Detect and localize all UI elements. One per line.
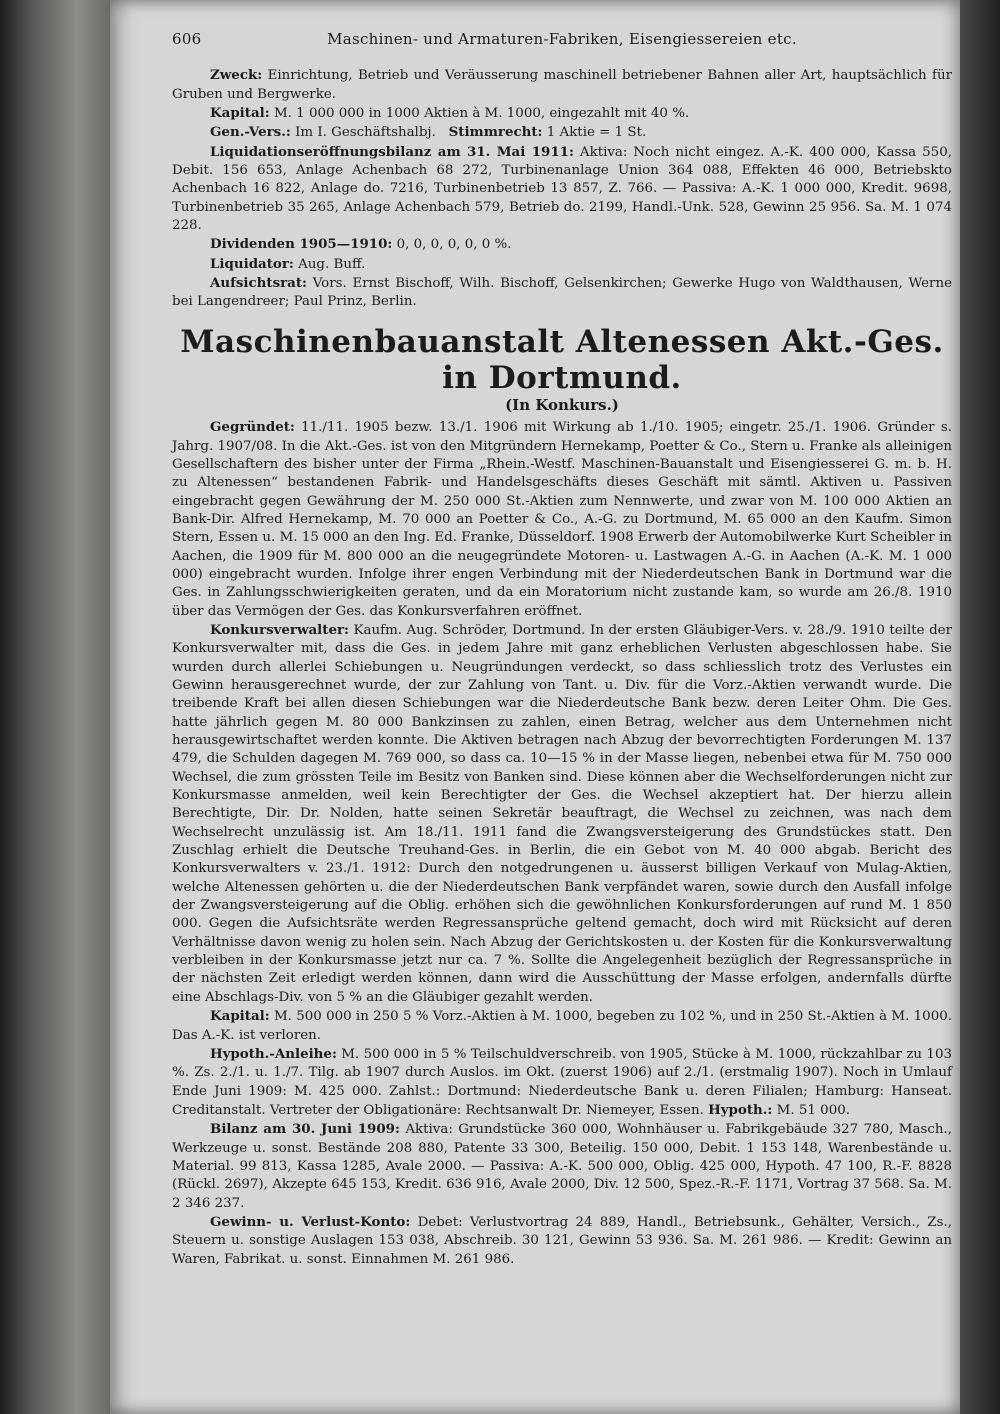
liquidation-label: Liquidationseröffnungsbilanz am 31. Mai 1911: bbox=[210, 143, 574, 160]
aufsichtsrat-text: Vors. Ernst Bischoff, Wilh. Bischoff, Gelsenkirchen; Gewerke Hugo von Waldthausen, Werne bei Langendreer; Paul Prinz, Berlin. bbox=[172, 276, 952, 310]
bilanz-paragraph bbox=[172, 1120, 952, 1213]
kapital2-paragraph bbox=[172, 1007, 952, 1045]
company-subtitle: (In Konkurs.) bbox=[505, 395, 619, 414]
konkurs-text: Kaufm. Aug. Schröder, Dortmund. In der ersten Gläubiger-Vers. v. 28./9. 1910 teilte der Konkursverwalter mit, dass die Ges. in jedem Jahre mit ganz erheblichen Verlusten abgeschlossen habe. Sie wurden durch allerlei Schiebungen u. Neugründungen verdeckt, so dass schliesslich trotz des Verlustes ein Gewinn herausgerechnet wurde, der zur Zahlung von Tant. u. Div. für die Vorz.-Aktien verwandt wurde. Die treibende Kraft bei allen diesen Schiebungen war die Niederdeutsche Bank bezw. deren Leiter Ohm. Die Ges. hatte jährlich gegen M. 80 000 Bankzinsen zu zahlen, einen Betrag, welcher aus dem Unternehmen nicht herausgewirtschaftet werden konnte. Die Aktiven betragen nach Abzug der bevorrechtigten Forderungen M. 137 479, die Schulden dagegen M. 769 000, so dass ca. 10—15 % in der Masse liegen, nebenbei etwa für M. 750 000 Wechsel, die zum grössten Teile im Besitz von Banken sind. Diese können aber die Wechselforderungen nicht zur Konkursmasse anmelden, weil kein Berechtigter der Ges. die Wechsel akzeptiert hat. Der hierzu allein Berechtigte, Dir. Dr. Nolden, hatte seinen Sekretär beauftragt, die Wechsel zu zeichnen, was nach dem Wechselrecht unzulässig ist. Am 18./11. 1911 fand die Zwangsversteigerung des Grundstückes statt. Den Zuschlag erhielt die Deutsche Treuhand-Ges. in Berlin, die ein Gebot von M. 40 000 abgab. Bericht des Konkursverwalters v. 23./1. 1912: Durch den notgedrungenen u. äusserst billigen Verkauf von Mulag-Aktien, welche Altenessen gehörten u. die der Niederdeutschen Bank verpfändet waren, sowie durch den Ausfall infolge der Zwangsversteigerung auf die Oblig. erhöhen sich die gewöhnlichen Konkursforderungen auf rund M. 1 850 000. Gegen die Aufsichtsräte werden Regressansprüche geltend gemacht, doch wird mit Rücksicht auf deren Verhältnisse davon wenig zu holen sein. Nach Abzug der Gerichtskosten u. der Kosten für die Konkursverwaltung verbleiben in der Konkursmasse jetzt nur ca. 7 %. Sollte die Angelegenheit bezüglich der Regressansprüche in der nächsten Zeit erledigt werden können, dann wird die Ausschüttung der Masse erfolgen, andernfalls dürfte eine Abschlags-Div. von 5 % an die Gläubiger gezahlt werden. bbox=[172, 622, 952, 1005]
stimmrecht-label: Stimmrecht: bbox=[448, 124, 543, 141]
zweck-paragraph bbox=[172, 66, 952, 104]
kapital-text: M. 1 000 000 in 1000 Aktien à M. 1000, eingezahlt mit 40 %. bbox=[273, 106, 690, 122]
stimmrecht-text: 1 Aktie = 1 St. bbox=[546, 125, 647, 141]
dividenden-paragraph bbox=[172, 235, 952, 254]
hypoth-text: M. 500 000 in 5 % Teilschuldverschreib. von 1905, Stücke à M. 1000, rückzahlbar zu 103 %. Zs. 2./1. u. 1./7. Tilg. ab 1907 durch Auslos. im Okt. (zuerst 1906) auf 2./1. (erstmalig 1907). Noch in Umlauf Ende Juni 1909: M. 425 000. Zahlst.: Dortmund: Niederdeutsche Bank u. deren Filialen; Hamburg: Hanseat. Creditanstalt. Vertreter der Obligationäre: Rechtsanwalt Dr. Niemeyer, Essen. bbox=[172, 1046, 952, 1118]
scanned-page bbox=[110, 0, 960, 1414]
book-gutter-edge bbox=[0, 0, 110, 1414]
kapital-paragraph bbox=[172, 104, 952, 123]
liquidation-text: Aktiva: Noch nicht eingez. A.-K. 400 000, Kassa 550, Debit. 156 653, Anlage Achenbach 68 272, Turbinenanlage Union 364 088, Effekten 46 000, Betriebskto Achenbach 16 822, Anlage do. 7216, Turbinenbetrieb 13 857, Z. 766. — Passiva: A.-K. 1 000 000, Kredit. 9698, Turbinenbetrieb 35 265, Anlage Achenbach 579, Betrieb do. 2199, Handl.-Unk. 528, Gewinn 25 956. Sa. M. 1 074 228. bbox=[172, 144, 952, 234]
aufsichtsrat-label: Aufsichtsrat: bbox=[210, 275, 307, 292]
dividenden-text: 0, 0, 0, 0, 0, 0 %. bbox=[396, 237, 512, 253]
running-title: Maschinen- und Armaturen-Fabriken, Eisengiessereien etc. bbox=[327, 30, 797, 48]
gewinn-paragraph bbox=[172, 1213, 952, 1269]
gewinn-label: Gewinn- u. Verlust-Konto: bbox=[210, 1213, 411, 1230]
liquidator-text: Aug. Buff. bbox=[298, 256, 366, 272]
konkurs-paragraph bbox=[172, 621, 952, 1007]
dividenden-label: Dividenden 1905—1910: bbox=[210, 236, 393, 253]
zweck-text: Einrichtung, Betrieb und Veräusserung maschinell betriebener Bahnen aller Art, hauptsächlich für Gruben und Bergwerke. bbox=[172, 68, 952, 102]
hypoth-label: Hypoth.-Anleihe: bbox=[210, 1045, 337, 1062]
page-content bbox=[172, 30, 952, 1269]
hypoth2-text: M. 51 000. bbox=[776, 1102, 850, 1118]
book-outer-edge bbox=[960, 0, 1000, 1414]
konkurs-label: Konkursverwalter: bbox=[210, 621, 349, 638]
gegruendet-label: Gegründet: bbox=[210, 419, 295, 436]
liquidator-label: Liquidator: bbox=[210, 255, 294, 272]
zweck-label: Zweck: bbox=[210, 67, 263, 84]
kapital-label: Kapital: bbox=[210, 105, 270, 122]
company-title: Maschinenbauanstalt Altenessen Akt.-Ges. in Dortmund. bbox=[180, 323, 944, 396]
hypoth-paragraph bbox=[172, 1045, 952, 1120]
genvers-paragraph bbox=[172, 123, 952, 142]
gewinn-text: Debet: Verlustvortrag 24 889, Handl., Betriebsunk., Gehälter, Versich., Zs., Steuern u. sonstige Auslagen 153 038, Abschreib. 30 121, Gewinn 53 936. Sa. M. 261 986. — Kredit: Gewinn an Waren, Fabrikat. u. sonst. Einnahmen M. 261 986. bbox=[172, 1214, 952, 1267]
kapital2-text: M. 500 000 in 250 5 % Vorz.-Aktien à M. 1000, begeben zu 102 %, und in 250 St.-Aktien à M. 1000. Das A.-K. ist verloren. bbox=[172, 1009, 953, 1043]
running-header bbox=[172, 30, 952, 48]
page-number: 606 bbox=[172, 30, 202, 48]
liquidator-paragraph bbox=[172, 255, 952, 274]
liquidation-paragraph bbox=[172, 143, 952, 236]
genvers-label: Gen.-Vers.: bbox=[210, 124, 291, 141]
kapital2-label: Kapital: bbox=[210, 1008, 270, 1025]
gegruendet-text: 11./11. 1905 bezw. 13./1. 1906 mit Wirkung ab 1./10. 1905; eingetr. 25./1. 1906. Gründer s. Jahrg. 1907/08. In die Akt.-Ges. ist von den Mitgründern Hernekamp, Poetter & Co., Stern u. Franke als alleinigen Gesellschaftern des bisher unter der Firma „Rhein.-Westf. Maschinen-Bauanstalt und Eisengiesserei G. m. b. H. zu Altenessen“ bestandenen Fabrik- und Handelsgeschäfts dieses Geschäft mit sämtl. Aktiven u. Passiven eingebracht gegen Gewährung der M. 250 000 St.-Aktien zum Nennwerte, und zwar von M. 100 000 Aktien an Bank-Dir. Alfred Hernekamp, M. 70 000 an Poetter & Co., A.-G. zu Dortmund, M. 65 000 an den Kaufm. Simon Stern, Essen u. M. 15 000 an den Ing. Ed. Franke, Düsseldorf. 1908 Erwerb der Automobilwerke Kurt Scheibler in Aachen, die 1909 für M. 800 000 an die neugegründete Motoren- u. Lastwagen A.-G. in Aachen (A.-K. M. 1 000 000) eingebracht wurden. Infolge ihrer engen Verbindung mit der Niederdeutschen Bank in Dortmund war die Ges. in Zahlungsschwierigkeiten geraten, und da ein Moratorium nicht zustande kam, so wurde am 26./8. 1910 über das Vermögen der Ges. das Konkursverfahren eröffnet. bbox=[172, 420, 952, 619]
bilanz-label: Bilanz am 30. Juni 1909: bbox=[210, 1121, 400, 1138]
genvers-text: Im I. Geschäftshalbj. bbox=[295, 125, 436, 141]
bilanz-text: Aktiva: Grundstücke 360 000, Wohnhäuser u. Fabrikgebäude 327 780, Masch., Werkzeuge u. sonst. Bestände 208 880, Patente 33 300, Beteilig. 150 000, Debit. 1 153 148, Warenbestände u. Material. 99 813, Kassa 1285, Avale 2000. — Passiva: A.-K. 500 000, Oblig. 425 000, Hypoth. 47 100, R.-F. 8828 (Rückl. 2697), Akzepte 645 153, Kredit. 636 916, Avale 2000, Div. 12 500, Spez.-R.-F. 1171, Vortrag 37 568. Sa. M. 2 346 237. bbox=[172, 1122, 952, 1211]
hypoth2-label: Hypoth.: bbox=[708, 1101, 773, 1118]
aufsichtsrat-paragraph bbox=[172, 274, 952, 312]
gegruendet-paragraph bbox=[172, 418, 952, 621]
